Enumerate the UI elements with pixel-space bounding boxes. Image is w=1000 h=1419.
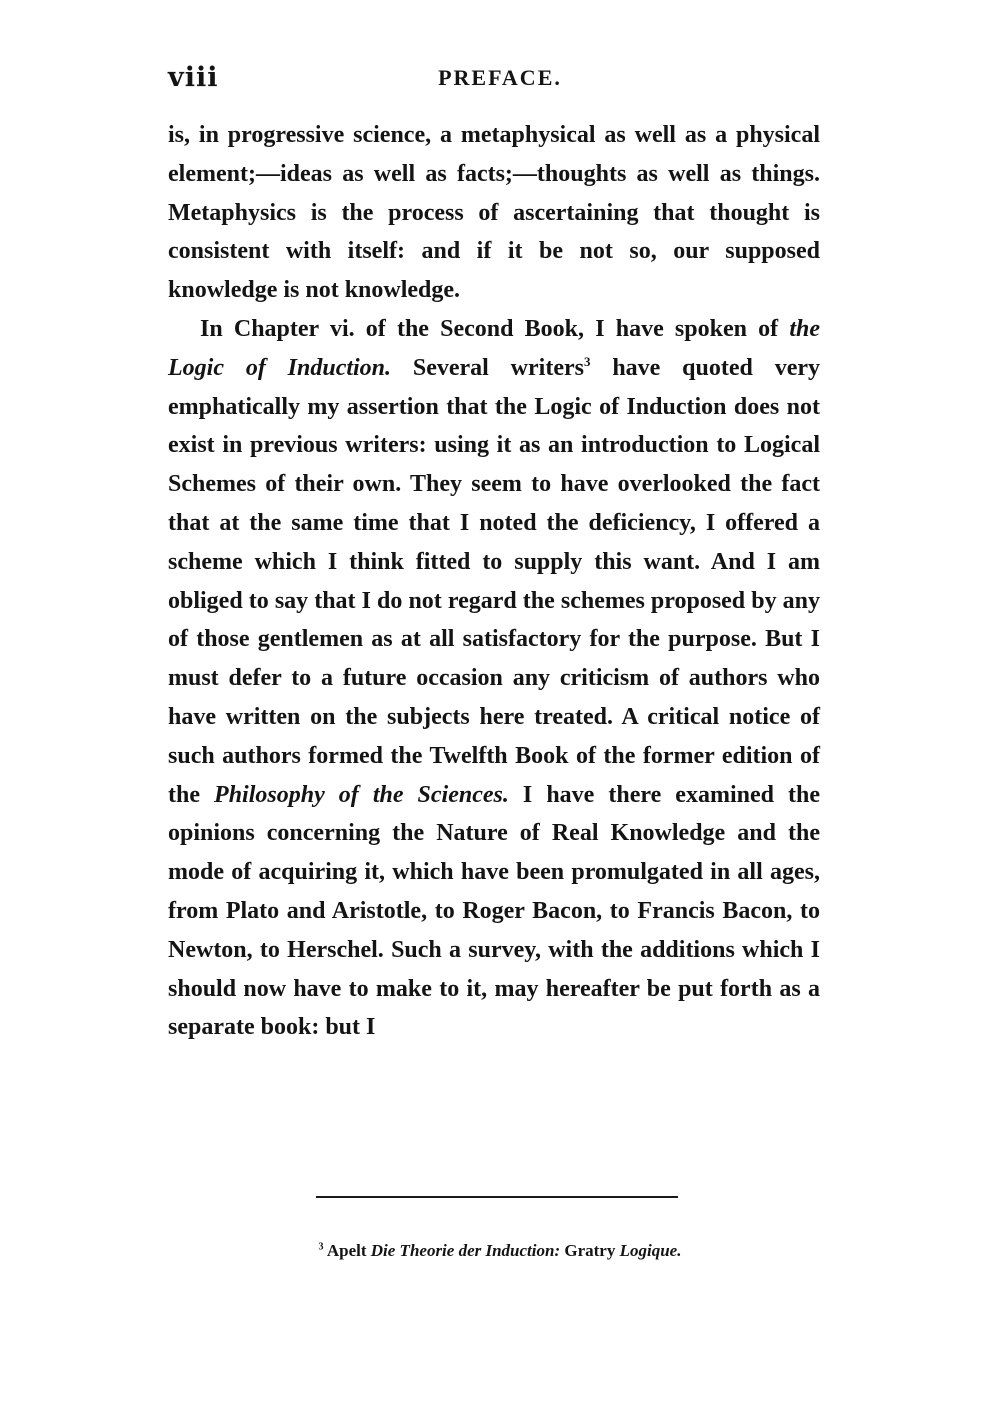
italic-logic-of-induction: the Logic of Induction. [168,315,820,381]
paragraph-chapter-vi [168,310,820,1047]
footnote-text-b: Gratry [560,1241,620,1260]
page-number: viii [168,62,219,93]
footnote-text-a: Apelt [323,1241,371,1260]
paragraph-continuation [168,116,820,310]
footnote-italic-title: Die Theorie der Induction: [370,1241,561,1260]
footnote [168,1238,832,1264]
footnote-marker: 3 [318,1241,324,1253]
paragraph-2-text-c: have quoted very emphatically my assertion that the Logic of Induction does not exist in previous writers: using it as an introduction to Logical Schemes of their own. They seem to have overlooked the fact that at the same time that I noted the deficiency, I offered a scheme which I think fitted to supply this want. And I am obliged to say that I do not regard the schemes proposed by any of those gentlemen as at all satisfactory for the purpose. But I must defer to a future occasion any criticism of authors who have written on the subjects here treated. A critical notice of such authors formed the Twelfth Book of the former edition of the [168,354,821,808]
footnote-reference: 3 [583,353,591,369]
body-text [168,116,820,1047]
footnote-italic-logique: Logique. [619,1241,682,1260]
page-header [168,58,832,98]
running-head: PREFACE. [438,65,562,90]
paragraph-2-text-d: I have there examined the opinions concerning the Nature of Real Knowledge and the mode of acquiring it, which have been promulgated in all ages, from Plato and Aristotle, to Roger Bacon, to Francis Bacon, to Newton, to Herschel. Such a survey, with the additions which I should now have to make to it, may hereafter be put forth as a separate book: but I [168,781,820,1041]
paragraph-2-text-a: In Chapter vi. of the Second Book, I have spoken of [200,315,790,342]
paragraph-2-text-b: Several writers [391,354,584,381]
footnote-divider [316,1196,678,1198]
paragraph-1-text: is, in progressive science, a metaphysical as well as a physical element;—ideas as well as facts;—thoughts as well as things. Metaphysics is the process of ascertaining that thought is consistent with itself: and if it be not so, our supposed knowledge is not knowledge. [168,122,820,304]
italic-philosophy-of-sciences: Philosophy of the Sciences. [214,781,509,808]
